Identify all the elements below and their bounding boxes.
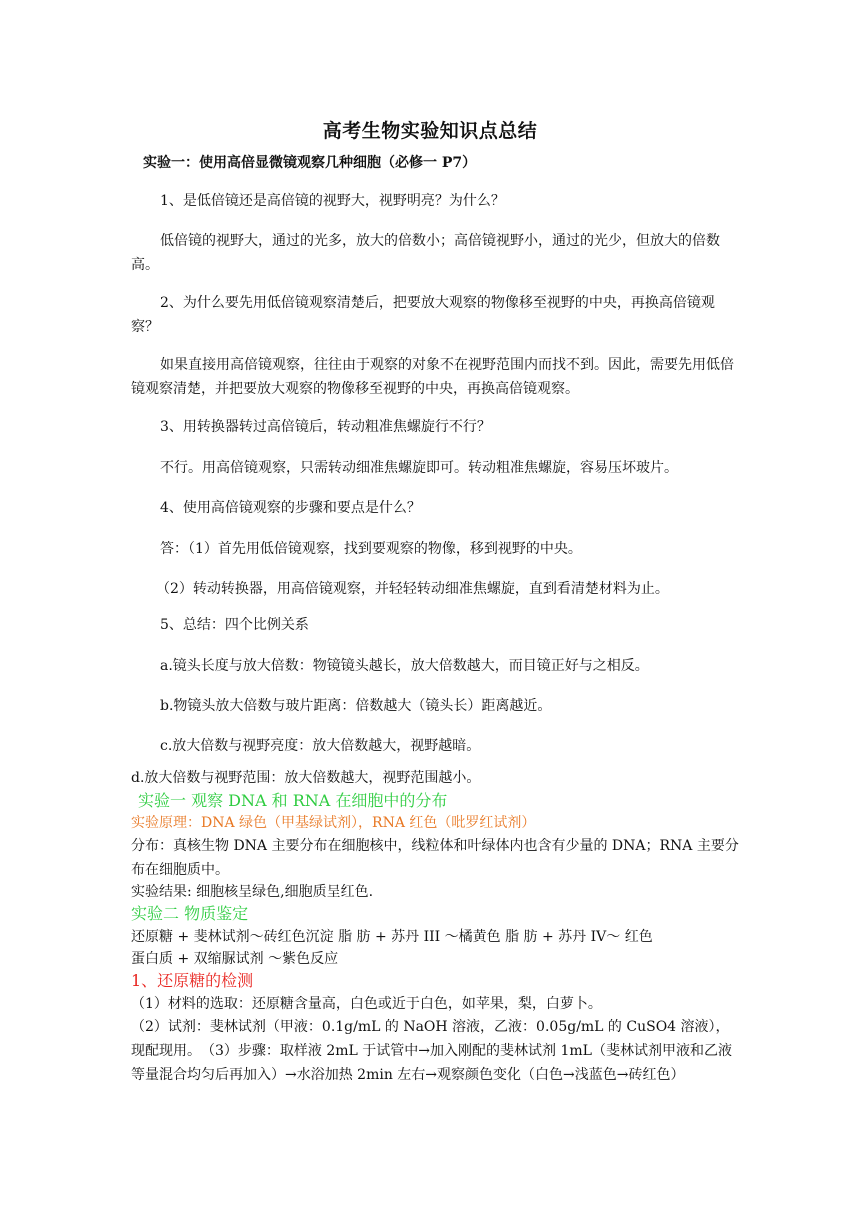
answer-2: 如果直接用高倍镜观察，往往由于观察的对象不在视野范围内而找不到。因此，需要先用低倍镜观察清楚，并把要放大观察的物像移至视野的中央，再换高倍镜观察。 <box>131 357 734 397</box>
page-title: 高考生物实验知识点总结 <box>322 120 538 142</box>
question-2: 2、为什么要先用低倍镜观察清楚后，把要放大观察的物像移至视野的中央，再换高倍镜观察？ <box>131 295 715 335</box>
identification-line-2: 蛋白质 + 双缩脲试剂 ～紫色反应 <box>131 951 339 967</box>
principle-text: 实验原理：DNA 绿色（甲基绿试剂），RNA 红色（吡罗红试剂） <box>131 815 536 831</box>
sugar-heading: 1、还原糖的检测 <box>131 971 254 990</box>
exp-dna-heading: 实验一 观察 DNA 和 RNA 在细胞中的分布 <box>138 791 448 810</box>
result-text: 实验结果: 细胞核呈绿色,细胞质呈红色. <box>131 884 374 900</box>
identification-line-1: 还原糖 + 斐林试剂～砖红色沉淀 脂 肪 + 苏丹 III ～橘黄色 脂 肪 + 苏丹 IV～ 红色 <box>131 929 653 945</box>
relation-d: d.放大倍数与视野范围：放大倍数越大，视野范围越小。 <box>131 770 481 786</box>
relation-a: a.镜头长度与放大倍数：物镜镜头越长，放大倍数越大，而目镜正好与之相反。 <box>160 658 649 674</box>
question-4: 4、使用高倍镜观察的步骤和要点是什么？ <box>160 500 421 516</box>
exp1-heading: 实验一：使用高倍显微镜观察几种细胞（必修一 P7） <box>143 155 477 171</box>
answer-4-step-1: 答：（1）首先用低倍镜观察，找到要观察的物像，移到视野的中央。 <box>160 541 582 557</box>
sugar-reagent-steps: （2）试剂：斐林试剂（甲液：0.1g/mL 的 NaOH 溶液，乙液：0.05g/mL 的 CuSO4 溶液），现配现用。 （3）步骤：取样液 2mL 于试管中→加入刚配的斐林试剂 1mL（斐林试剂甲液和乙液等量混合均匀后再加入）→水浴加热 2min 左右→观察颜色变化（白色→浅蓝色→砖红色） <box>131 1019 732 1083</box>
question-5: 5、总结：四个比例关系 <box>160 617 309 633</box>
question-1: 1、是低倍镜还是高倍镜的视野大，视野明亮？为什么？ <box>160 193 505 209</box>
exp2-heading: 实验二 物质鉴定 <box>131 904 249 923</box>
relation-b: b.物镜头放大倍数与玻片距离：倍数越大（镜头长）距离越近。 <box>160 698 552 714</box>
relation-c: c.放大倍数与视野亮度：放大倍数越大，视野越暗。 <box>160 738 481 754</box>
answer-1: 低倍镜的视野大，通过的光多，放大的倍数小；高倍镜视野小，通过的光少，但放大的倍数高。 <box>131 233 720 273</box>
sugar-material: （1）材料的选取：还原糖含量高，白色或近于白色，如苹果，梨，白萝卜。 <box>131 996 602 1012</box>
answer-3: 不行。用高倍镜观察，只需转动细准焦螺旋即可。转动粗准焦螺旋，容易压坏玻片。 <box>160 460 678 476</box>
answer-4-step-2: （2）转动转换器，用高倍镜观察，并轻轻转动细准焦螺旋，直到看清楚材料为止。 <box>156 581 669 597</box>
distribution-text: 分布：真核生物 DNA 主要分布在细胞核中，线粒体和叶绿体内也含有少量的 DNA；RNA 主要分布在细胞质中。 <box>131 838 739 878</box>
question-3: 3、用转换器转过高倍镜后，转动粗准焦螺旋行不行？ <box>160 419 491 435</box>
